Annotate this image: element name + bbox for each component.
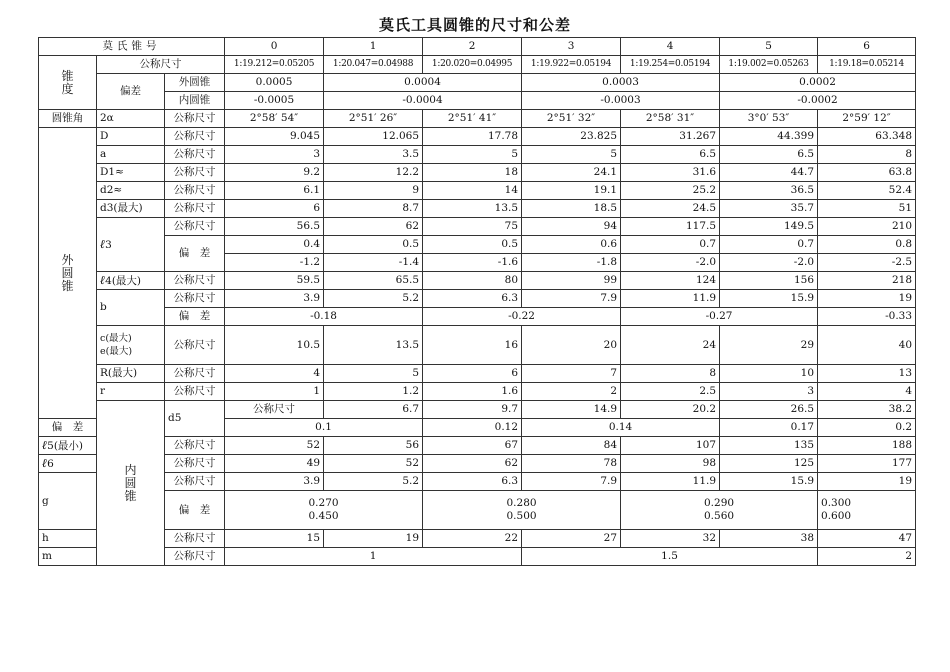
cell-value: 19	[818, 290, 916, 308]
table-row	[39, 365, 916, 383]
row-sublabel: 公称尺寸	[165, 218, 225, 236]
cell-value: 19.1	[522, 182, 621, 200]
row-sublabel: 公称尺寸	[165, 272, 225, 290]
taper-value: 1:19.18=0.05214	[818, 56, 916, 74]
cell-value: 32	[621, 530, 720, 548]
cell-value: 5.2	[324, 290, 423, 308]
row-label: d2≈	[97, 182, 165, 200]
cell-value: -0.18	[225, 308, 423, 326]
cell-value-pair: 0.270 0.450	[225, 491, 423, 530]
taper-value: 1:19.254=0.05194	[621, 56, 720, 74]
cell-value: 3°0′ 53″	[720, 110, 818, 128]
cell-value: -0.33	[818, 308, 916, 326]
table-row	[39, 92, 916, 110]
cell-value: 218	[818, 272, 916, 290]
row-label: d5	[165, 401, 225, 437]
cell-value: 17.78	[423, 128, 522, 146]
document-title: 莫氏工具圆锥的尺寸和公差	[378, 16, 571, 34]
cell-value: 59.5	[225, 272, 324, 290]
cell-value: 44.7	[720, 164, 818, 182]
cell-value: 24	[621, 326, 720, 365]
cell-value: 6.3	[423, 290, 522, 308]
cell-value: 8.7	[324, 200, 423, 218]
cell-value: 2°58′ 31″	[621, 110, 720, 128]
cell-value: 13	[818, 365, 916, 383]
cell-value: -2.5	[818, 254, 916, 272]
cell-value: 15	[225, 530, 324, 548]
row-label: 公称尺寸	[97, 56, 225, 74]
cell-value: -1.8	[522, 254, 621, 272]
row-sublabel: 偏 差	[165, 236, 225, 272]
table-row	[39, 326, 916, 365]
cell-value: -0.27	[621, 308, 818, 326]
table-row	[39, 437, 916, 455]
row-label: b	[97, 290, 165, 326]
cell-value: 14.9	[522, 401, 621, 419]
cell-value: 3.9	[225, 290, 324, 308]
table-row	[39, 218, 916, 236]
cell-value: 10.5	[225, 326, 324, 365]
taper-value: 1:19.922=0.05194	[522, 56, 621, 74]
cell-value: 7	[522, 365, 621, 383]
cell-value: 8	[621, 365, 720, 383]
taper-number-header: 莫氏锥号	[39, 38, 225, 56]
cell-value: -1.2	[225, 254, 324, 272]
cell-value: 3.5	[324, 146, 423, 164]
row-sublabel: 公称尺寸	[165, 146, 225, 164]
ell-symbol: ℓ	[100, 236, 106, 251]
cell-value: 38.2	[818, 401, 916, 419]
cell-value: 13.5	[324, 326, 423, 365]
cell-value: -2.0	[621, 254, 720, 272]
row-label: a	[97, 146, 165, 164]
row-label: r	[97, 383, 165, 401]
row-sublabel: 公称尺寸	[225, 401, 324, 419]
row-label: D1≈	[97, 164, 165, 182]
cell-value: 20	[522, 326, 621, 365]
cell-value: 18.5	[522, 200, 621, 218]
cell-value: 3.9	[225, 473, 324, 491]
table-row	[39, 38, 916, 56]
cell-value: 24.5	[621, 200, 720, 218]
cell-value: 31.6	[621, 164, 720, 182]
cell-value: 177	[818, 455, 916, 473]
row-sublabel: 公称尺寸	[165, 455, 225, 473]
cell-value: 0.0002	[720, 74, 916, 92]
table-row	[39, 530, 916, 548]
cell-value-pair: 0.300 0.600	[818, 491, 916, 530]
cell-value: 94	[522, 218, 621, 236]
cell-value: 9	[324, 182, 423, 200]
cell-value: 2°51′ 41″	[423, 110, 522, 128]
row-sublabel: 偏 差	[165, 491, 225, 530]
cell-value: 0.0004	[324, 74, 522, 92]
row-sublabel: 公称尺寸	[165, 326, 225, 365]
row-sublabel: 内圆锥	[165, 92, 225, 110]
cell-value: 6.5	[621, 146, 720, 164]
cell-value: 6.3	[423, 473, 522, 491]
cell-value: 27	[522, 530, 621, 548]
taper-value: 1:20.020=0.04995	[423, 56, 522, 74]
cell-value: 2	[818, 548, 916, 566]
cell-value: 3	[225, 146, 324, 164]
cell-value: 15.9	[720, 290, 818, 308]
cell-value: 124	[621, 272, 720, 290]
cell-value: 6.7	[324, 401, 423, 419]
row-sublabel: 外圆锥	[165, 74, 225, 92]
cell-value: 44.399	[720, 128, 818, 146]
row-sublabel: 公称尺寸	[165, 473, 225, 491]
row-label: h	[39, 530, 97, 548]
cell-value: 36.5	[720, 182, 818, 200]
cell-value: 9.2	[225, 164, 324, 182]
cell-value: 62	[423, 455, 522, 473]
row-label-l3: ℓ3	[97, 218, 165, 272]
cell-value: 14	[423, 182, 522, 200]
cell-value: 0.7	[621, 236, 720, 254]
cell-value: 0.17	[720, 419, 818, 437]
ell-symbol: ℓ	[42, 455, 48, 470]
cell-value: 31.267	[621, 128, 720, 146]
cell-value: 24.1	[522, 164, 621, 182]
cell-value: 2	[522, 383, 621, 401]
row-label: D	[97, 128, 165, 146]
ell-symbol: ℓ	[100, 272, 106, 287]
cell-value: 6.1	[225, 182, 324, 200]
cell-value: 1	[225, 548, 522, 566]
cell-value: 52.4	[818, 182, 916, 200]
cell-value: 2°51′ 32″	[522, 110, 621, 128]
cell-value: 78	[522, 455, 621, 473]
cell-value: -0.22	[423, 308, 621, 326]
cell-value: 15.9	[720, 473, 818, 491]
cell-value: 20.2	[621, 401, 720, 419]
cell-value: 210	[818, 218, 916, 236]
cell-value: 156	[720, 272, 818, 290]
row-label: d3(最大)	[97, 200, 165, 218]
cell-value: 47	[818, 530, 916, 548]
cell-value-pair: 0.280 0.500	[423, 491, 621, 530]
cell-value: 65.5	[324, 272, 423, 290]
table-row	[39, 401, 916, 419]
cell-value: 11.9	[621, 473, 720, 491]
cell-value: 0.5	[423, 236, 522, 254]
cell-value: 56	[324, 437, 423, 455]
cell-value: 84	[522, 437, 621, 455]
table-row	[39, 272, 916, 290]
table-row	[39, 164, 916, 182]
col-number: 6	[818, 38, 916, 56]
cell-value: 22	[423, 530, 522, 548]
row-label: 偏差	[97, 74, 165, 110]
cell-value: 5	[423, 146, 522, 164]
cell-value: 11.9	[621, 290, 720, 308]
table-row	[39, 128, 916, 146]
section-label: 圆锥角	[39, 110, 97, 128]
cell-value: 0.6	[522, 236, 621, 254]
cell-value: 80	[423, 272, 522, 290]
taper-value: 1:19.002=0.05263	[720, 56, 818, 74]
cell-value: 6	[225, 200, 324, 218]
table-row	[39, 455, 916, 473]
table-row	[39, 473, 916, 491]
col-number: 5	[720, 38, 818, 56]
cell-value: 29	[720, 326, 818, 365]
cell-value: 12.2	[324, 164, 423, 182]
cell-value: 52	[225, 437, 324, 455]
cell-value: 4	[818, 383, 916, 401]
cell-value: -0.0002	[720, 92, 916, 110]
cell-value: 62	[324, 218, 423, 236]
cell-value: 19	[818, 473, 916, 491]
cell-value: 125	[720, 455, 818, 473]
table-row	[39, 548, 916, 566]
table-row	[39, 491, 916, 530]
cell-value: 5	[324, 365, 423, 383]
cell-value: 0.8	[818, 236, 916, 254]
cell-value: 2°59′ 12″	[818, 110, 916, 128]
cell-value: 7.9	[522, 473, 621, 491]
row-sublabel: 公称尺寸	[165, 200, 225, 218]
cell-value: 0.4	[225, 236, 324, 254]
cell-value: 2°51′ 26″	[324, 110, 423, 128]
cell-value: 0.12	[423, 419, 522, 437]
cell-value: 0.0005	[225, 74, 324, 92]
table-row	[39, 290, 916, 308]
table-row	[39, 200, 916, 218]
cell-value: 4	[225, 365, 324, 383]
cell-value: -1.6	[423, 254, 522, 272]
table-row	[39, 182, 916, 200]
cell-value: 98	[621, 455, 720, 473]
cell-value: 9.7	[423, 401, 522, 419]
cell-value: 63.348	[818, 128, 916, 146]
cell-value: 0.5	[324, 236, 423, 254]
row-label: 2α	[97, 110, 165, 128]
cell-value: 5	[522, 146, 621, 164]
row-sublabel: 公称尺寸	[165, 548, 225, 566]
cell-value: 99	[522, 272, 621, 290]
cell-value: 2.5	[621, 383, 720, 401]
cell-value: 0.0003	[522, 74, 720, 92]
cell-value: 40	[818, 326, 916, 365]
row-sublabel: 公称尺寸	[165, 164, 225, 182]
row-label: R(最大)	[97, 365, 165, 383]
cell-value: 23.825	[522, 128, 621, 146]
cell-value: 51	[818, 200, 916, 218]
row-label-l4: ℓ4(最大)	[97, 272, 165, 290]
ell-symbol: ℓ	[42, 437, 48, 452]
cell-value: 10	[720, 365, 818, 383]
cell-value: 2°58′ 54″	[225, 110, 324, 128]
row-sublabel: 公称尺寸	[165, 383, 225, 401]
table-row	[39, 236, 916, 254]
morse-taper-table	[38, 37, 916, 566]
row-sublabel: 偏 差	[39, 419, 97, 437]
cell-value: 0.1	[225, 419, 423, 437]
row-sublabel: 公称尺寸	[165, 182, 225, 200]
cell-value: 75	[423, 218, 522, 236]
cell-value: 16	[423, 326, 522, 365]
cell-value: 107	[621, 437, 720, 455]
cell-value: 52	[324, 455, 423, 473]
cell-value: 1.5	[522, 548, 818, 566]
taper-value: 1:20.047=0.04988	[324, 56, 423, 74]
row-sublabel: 公称尺寸	[165, 437, 225, 455]
cell-value: 38	[720, 530, 818, 548]
col-number: 2	[423, 38, 522, 56]
cell-value: 49	[225, 455, 324, 473]
row-sublabel: 公称尺寸	[165, 128, 225, 146]
cell-value: 5.2	[324, 473, 423, 491]
row-sublabel: 公称尺寸	[165, 110, 225, 128]
col-number: 3	[522, 38, 621, 56]
table-row	[39, 383, 916, 401]
cell-value: 0.7	[720, 236, 818, 254]
cell-value: 3	[720, 383, 818, 401]
cell-value: 63.8	[818, 164, 916, 182]
cell-value: 149.5	[720, 218, 818, 236]
cell-value: 6	[423, 365, 522, 383]
cell-value: 0.14	[522, 419, 720, 437]
cell-value: 12.065	[324, 128, 423, 146]
row-sublabel: 偏 差	[165, 308, 225, 326]
cell-value: 25.2	[621, 182, 720, 200]
cell-value: -0.0003	[522, 92, 720, 110]
col-number: 4	[621, 38, 720, 56]
inner-cone-section-label: 内 圆 锥	[97, 401, 165, 566]
cell-value: 188	[818, 437, 916, 455]
col-number: 0	[225, 38, 324, 56]
row-sublabel: 公称尺寸	[165, 290, 225, 308]
cell-value: 1.6	[423, 383, 522, 401]
cell-value: -0.0005	[225, 92, 324, 110]
cell-value: 6.5	[720, 146, 818, 164]
taper-value: 1:19.212=0.05205	[225, 56, 324, 74]
row-label-l6: ℓ6	[39, 455, 97, 473]
cell-value: 19	[324, 530, 423, 548]
taper-section-label: 锥 度	[39, 56, 97, 110]
row-sublabel: 公称尺寸	[165, 365, 225, 383]
row-label: g	[39, 473, 97, 530]
table-row	[39, 74, 916, 92]
table-row	[39, 308, 916, 326]
cell-value: 1	[225, 383, 324, 401]
cell-value: 56.5	[225, 218, 324, 236]
cell-value-pair: 0.290 0.560	[621, 491, 818, 530]
row-label: m	[39, 548, 97, 566]
cell-value: 26.5	[720, 401, 818, 419]
cell-value: 9.045	[225, 128, 324, 146]
cell-value: 0.2	[818, 419, 916, 437]
cell-value: 18	[423, 164, 522, 182]
cell-value: 1.2	[324, 383, 423, 401]
cell-value: -1.4	[324, 254, 423, 272]
cell-value: 13.5	[423, 200, 522, 218]
outer-cone-section-label: 外 圆 锥	[39, 128, 97, 419]
cell-value: 135	[720, 437, 818, 455]
col-number: 1	[324, 38, 423, 56]
cell-value: 7.9	[522, 290, 621, 308]
row-sublabel: 公称尺寸	[165, 530, 225, 548]
table-row	[39, 110, 916, 128]
table-row	[39, 56, 916, 74]
row-label-l5: ℓ5(最小)	[39, 437, 97, 455]
cell-value: -0.0004	[324, 92, 522, 110]
cell-value: 117.5	[621, 218, 720, 236]
cell-value: 67	[423, 437, 522, 455]
cell-value: 35.7	[720, 200, 818, 218]
cell-value: 8	[818, 146, 916, 164]
row-label-ce: c(最大) e(最大)	[97, 326, 165, 365]
cell-value: -2.0	[720, 254, 818, 272]
table-row	[39, 146, 916, 164]
